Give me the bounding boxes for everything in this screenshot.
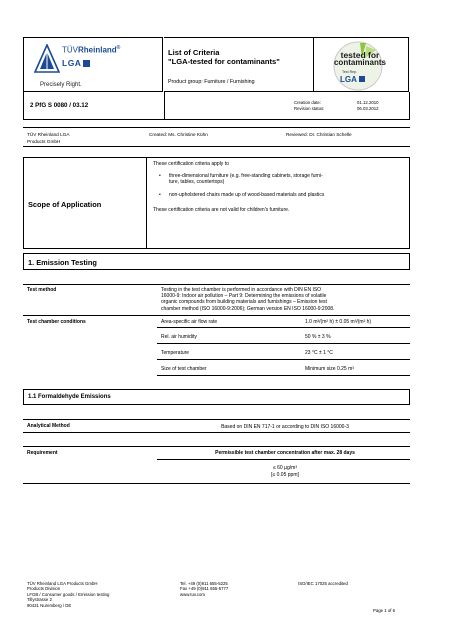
scope-intro: These certification criteria apply to [153, 161, 229, 167]
revision-status-value: 06.03.2012 [357, 106, 379, 111]
section11-heading: 1.1 Formaldehyde Emissions [28, 394, 111, 400]
footer-web[interactable]: www.tuv.com [180, 591, 205, 597]
document-title-line1: List of Criteria [168, 48, 220, 57]
scope-bullet1-line2: ture, tables, countertops) [169, 179, 225, 185]
reviewed-by: Reviewed: Dr. Christian Schelle [286, 132, 352, 137]
revision-status-label: Revision status: [294, 106, 325, 111]
analytical-top-rule [23, 419, 410, 420]
badge-lga-text: LGA [340, 75, 357, 84]
test-method-text [161, 287, 409, 312]
divider [146, 157, 147, 249]
requirement-label: Requirement [27, 450, 58, 456]
row-rule [157, 375, 410, 376]
analytical-method-label: Analytical Method [27, 423, 70, 429]
analytical-method-value: Based on DIN EN 717-1 or according to DIN ISO 16000-3 [221, 424, 349, 430]
badge-lga [340, 75, 365, 84]
badge-sub: Test Rep. [342, 70, 358, 74]
authors-bottom-rule [23, 146, 410, 147]
tuv-rheinland-wordmark [62, 45, 120, 55]
badge-text-line2: contaminants [333, 58, 386, 67]
page-number: Page 1 of 6 [373, 608, 395, 613]
product-group: Product group: Furniture / Furnishing [168, 79, 255, 85]
brand-bold: Rheinland [78, 45, 117, 55]
condition-value: 23 °C ± 1 °C [305, 350, 333, 356]
scope-outro: These certification criteria are not valid for children's furniture. [153, 207, 290, 213]
brand-light: TÜV [62, 45, 78, 55]
footer-contact [180, 581, 228, 597]
bullet-icon: • [159, 192, 161, 198]
method-top-rule [23, 284, 410, 285]
section1-heading: 1. Emission Testing [28, 258, 97, 267]
bullet-icon: • [159, 173, 161, 179]
requirement-top-rule [23, 446, 410, 447]
created-by: Created: Ms. Christine Kühn [149, 132, 208, 137]
row-rule [157, 327, 410, 328]
test-method-line: organic compounds from building materials and furnishings – Emission test [161, 299, 327, 306]
badge-lga-square-icon [359, 76, 365, 82]
org-line1: TÜV Rheinland LGA [27, 132, 70, 137]
lga-square-icon [83, 60, 90, 67]
creation-date-label: Creation date: [294, 100, 321, 105]
condition-param: Area-specific air flow rate [161, 319, 218, 325]
org-line2: Products GmbH [27, 139, 61, 144]
requirement-value: Permissible test chamber concentration after max. 28 days [215, 450, 355, 456]
scope-bullet1-line1: three-dimensional furniture (e.g. free-standing cabinets, storage furni- [169, 173, 323, 179]
footer-fax: Fax +49 (0)911 655-5777 [180, 586, 229, 592]
footer-tel: Tel. +49 (0)911 655-5225 [180, 581, 228, 586]
badge-text-line1: tested for [340, 50, 380, 60]
footer-accreditation: ISO/IEC 17025 accredited [298, 581, 348, 586]
test-method-label: Test method [27, 287, 57, 293]
registered-mark: ® [116, 45, 121, 51]
header-badge-cell [314, 37, 409, 92]
footer-line: TÜV Rheinland LGA Products GmbH [27, 581, 98, 586]
condition-value: Minimum size 0.25 m³ [305, 366, 354, 372]
footer-line: 90431 Nuremberg / DE [27, 602, 72, 608]
header-number-row [23, 92, 410, 120]
footer-address [27, 581, 109, 608]
formaldehyde-limit-ppm: [≤ 0.05 ppm] [271, 472, 299, 478]
condition-value: 50 % ± 3 % [305, 334, 331, 340]
creation-date-value: 01.12.2010 [357, 100, 379, 105]
footer-line: Products Division [27, 586, 61, 592]
header-title-cell [164, 37, 314, 92]
requirement-mid-rule [157, 459, 410, 460]
section1-heading-box [23, 253, 410, 270]
authors-top-rule [23, 127, 410, 128]
conditions-top-rule [23, 315, 410, 316]
test-chamber-conditions-label: Test chamber conditions [27, 319, 86, 325]
document-title-line2: "LGA-tested for contaminants" [168, 57, 280, 66]
row-rule [157, 343, 410, 344]
test-method-line: 16000-9: Indoor air pollution – Part 9: Determining the emissions of volatile [161, 293, 327, 300]
test-method-line: Testing in the test chamber is performed in accordance with DIN EN ISO [161, 287, 322, 293]
formaldehyde-limit: ≤ 60 µg/m³ [273, 465, 297, 471]
footer-line: Tillystrasse 2 [27, 597, 52, 603]
analytical-bottom-rule [23, 432, 410, 433]
divider [164, 92, 165, 120]
condition-value: 1.0 m³/(m² h) ± 0.05 m³/(m² h) [305, 319, 372, 325]
header-logo-cell [23, 37, 163, 92]
tuv-triangle-logo-icon [34, 44, 60, 74]
condition-param: Temperature [161, 350, 190, 356]
test-method-line: chamber method (ISO 16000-9:2006); German version EN ISO 16000-9:2008. [161, 305, 335, 312]
lga-wordmark [62, 58, 90, 68]
requirement-bottom-rule [23, 483, 410, 484]
footer-line: LFGB / Consumer goods / Emission testing [27, 591, 110, 597]
condition-param: Rel. air humidity [161, 334, 197, 340]
lga-text: LGA [62, 58, 82, 68]
slogan: Precisely Right. [40, 82, 82, 88]
scope-bullet2: non-upholstered chairs made up of wood-based materials and plastics [169, 192, 325, 198]
condition-param: Size of test chamber [161, 366, 207, 372]
document-number: 2 PfG S 0080 / 03.12 [30, 102, 89, 109]
section11-heading-box [23, 389, 410, 405]
row-rule [157, 359, 410, 360]
scope-label: Scope of Application [28, 200, 102, 209]
